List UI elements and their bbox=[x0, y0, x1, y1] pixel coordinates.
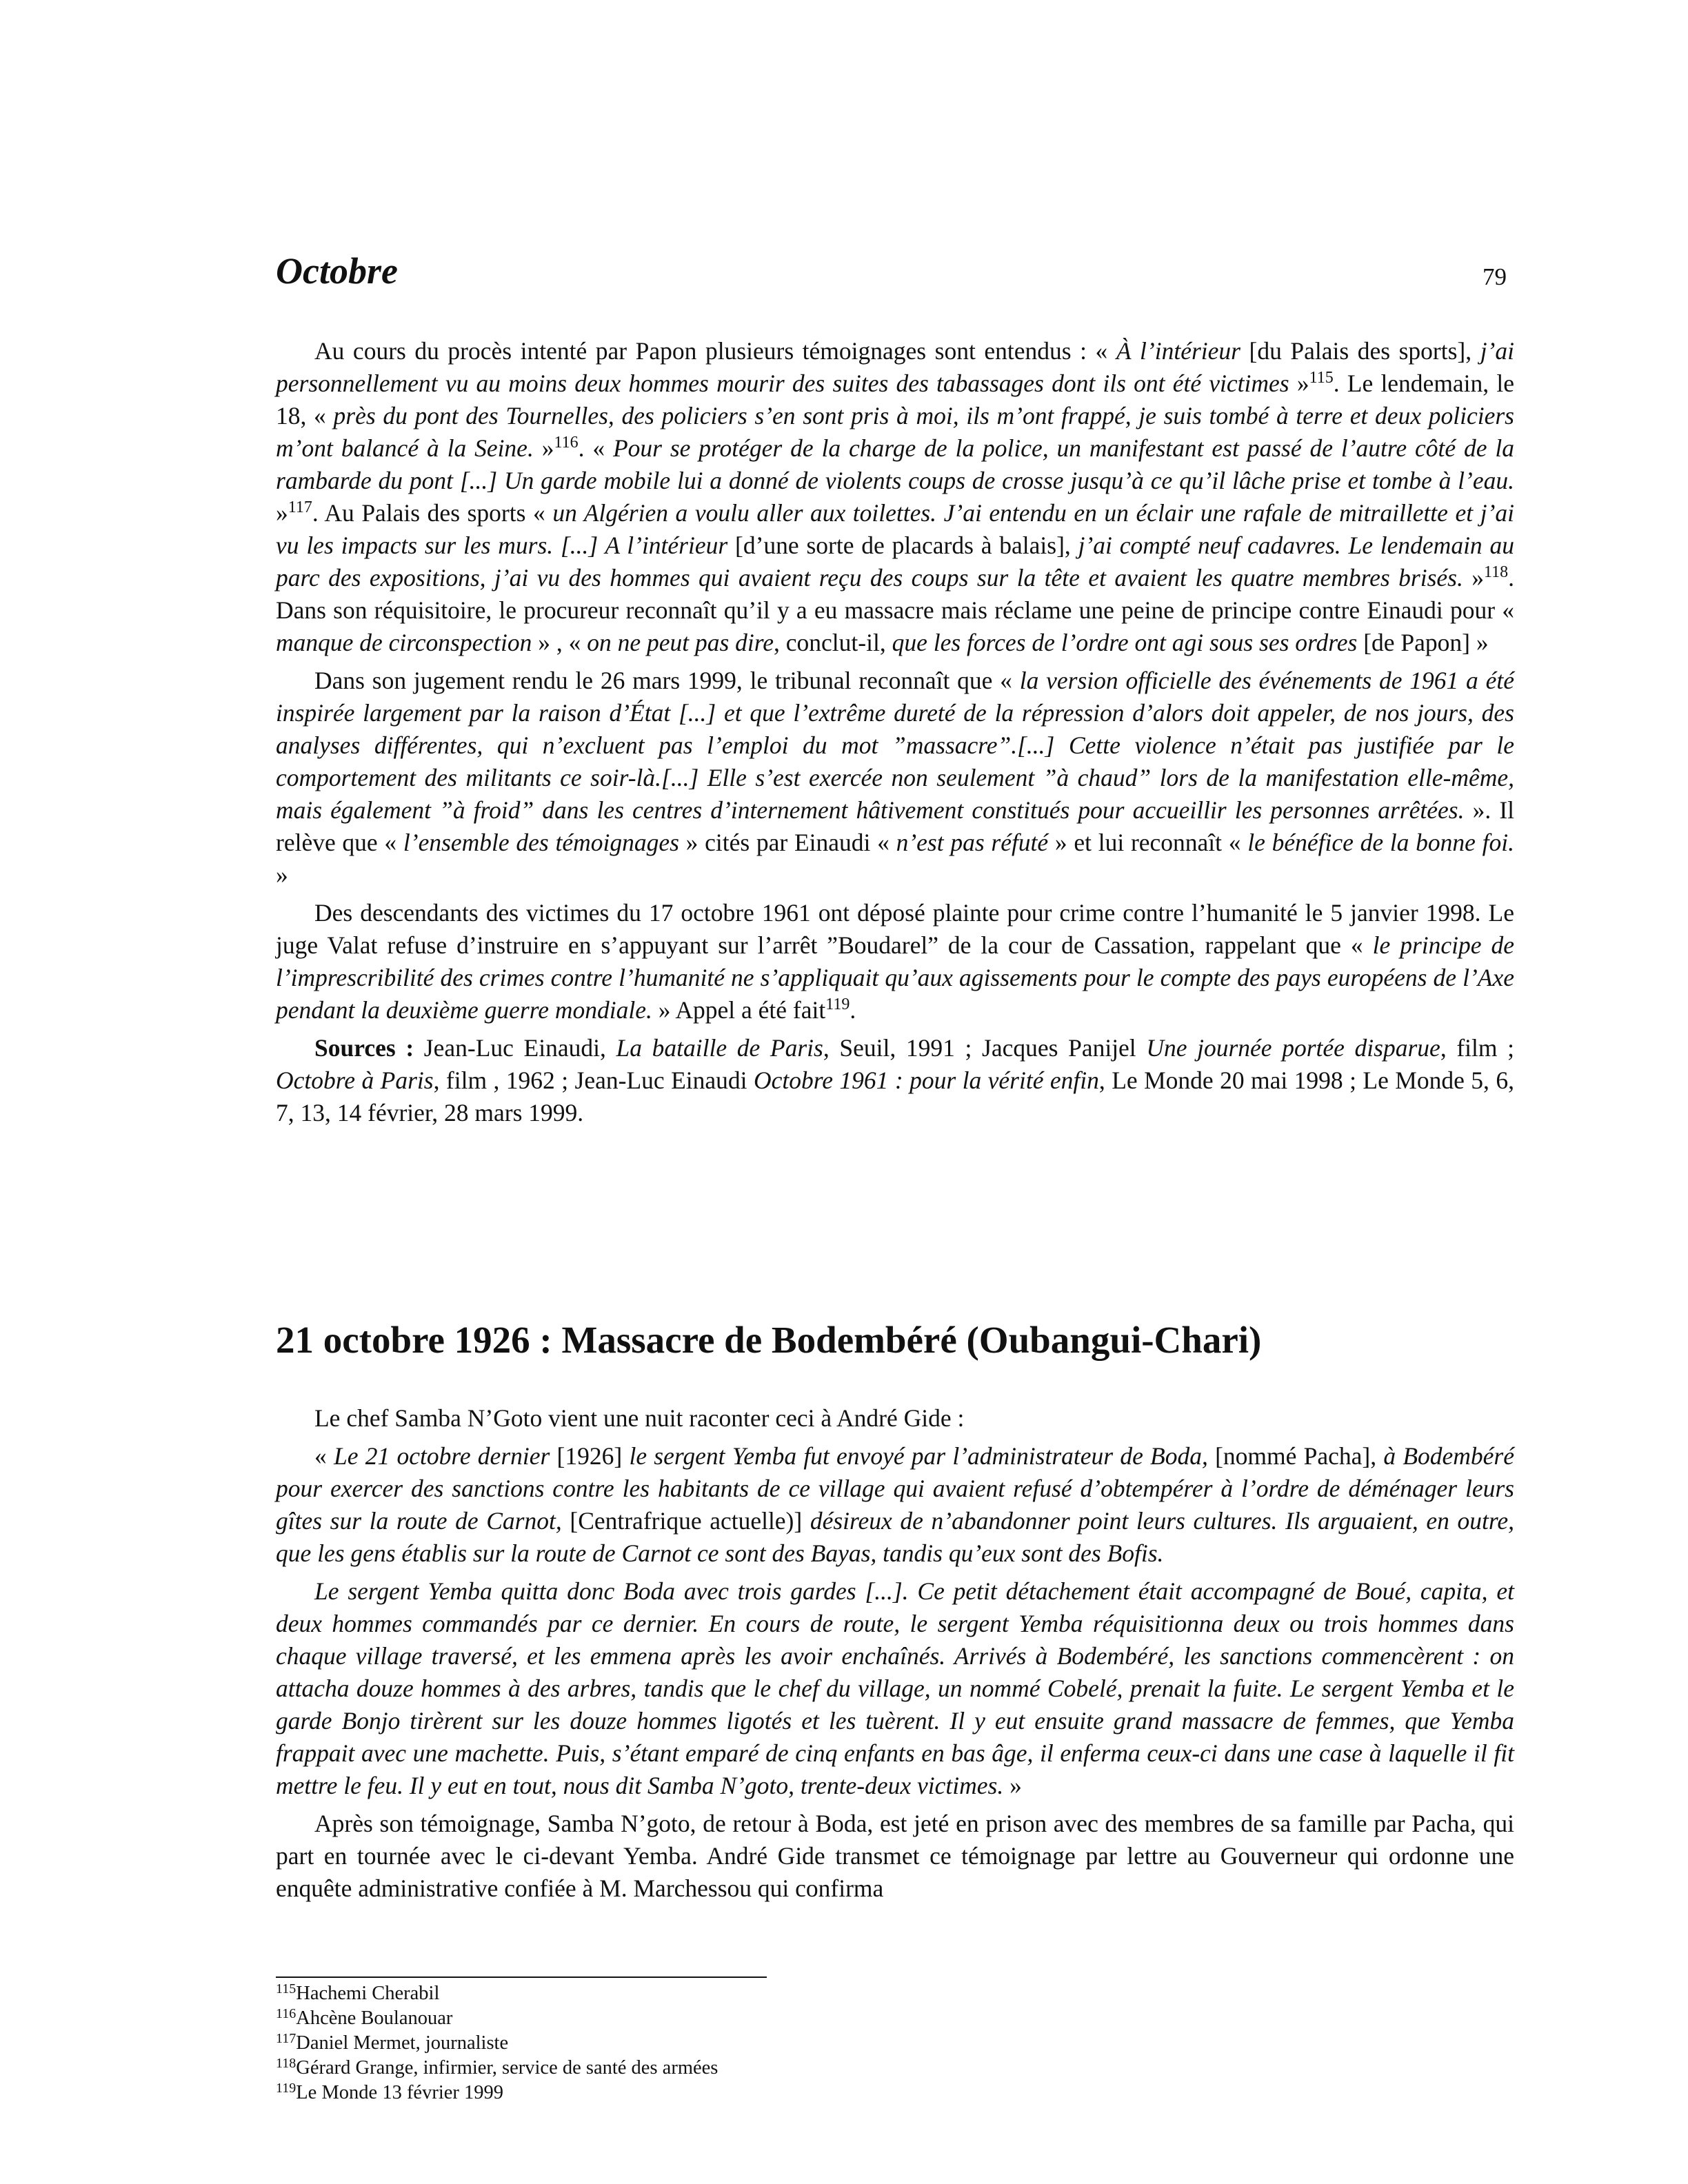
text-run: [Centrafrique actuelle)] bbox=[561, 1507, 810, 1535]
footnote-number: 116 bbox=[276, 2006, 297, 2021]
footnote-text: Ahcène Boulanouar bbox=[296, 2008, 453, 2029]
text-run: [du Palais des sports], bbox=[1240, 337, 1480, 365]
quote-italic: le bénéfice de la bonne foi. bbox=[1247, 829, 1514, 856]
quote-italic: n’est pas réfuté bbox=[896, 829, 1049, 856]
text-run: , conclut-il, bbox=[774, 629, 892, 656]
paragraph bbox=[276, 1575, 1514, 1802]
footnote-118 bbox=[276, 2056, 718, 2081]
text-run: » bbox=[276, 499, 288, 527]
text-run: [nommé Pacha], bbox=[1207, 1442, 1384, 1470]
quote-italic: le sergent Yemba fut envoyé par l’administrateur de Boda, bbox=[629, 1442, 1208, 1470]
text-run: » cités par Einaudi « bbox=[679, 829, 896, 856]
footnote-rule bbox=[276, 1976, 767, 1978]
text-run: , film ; bbox=[1440, 1034, 1515, 1062]
text-run: » bbox=[1003, 1772, 1022, 1799]
footnote-115 bbox=[276, 1981, 718, 2006]
footnote-117 bbox=[276, 2031, 718, 2056]
text-run: » bbox=[1289, 370, 1309, 397]
quote-italic: j’ai compté neuf cadavres. Le lendemain au parc des expositions, j’ai vu des hommes qui avaient reçu des coups sur la tête et avaient les quatre membres brisés. bbox=[276, 532, 1514, 592]
footnote-text: Gérard Grange, infirmier, service de santé des armées bbox=[296, 2057, 719, 2079]
footnote-ref: 117 bbox=[288, 498, 312, 516]
text-run: [d’une sorte de placards à balais], bbox=[727, 532, 1078, 559]
quote-italic: à Bodembéré pour exercer des sanctions contre les habitants de ce village qui avaient refusé d’obtempérer à l’ordre de déménager leurs gîtes sur la route de Carnot, bbox=[276, 1442, 1514, 1535]
paragraph bbox=[276, 897, 1514, 1027]
quote-italic: un Algérien a voulu aller aux toilettes. J’ai entendu en un éclair une rafale de mitraillette et j’ai vu les impacts sur les murs. [...] A l’intérieur bbox=[276, 499, 1514, 559]
quote-italic: Le 21 octobre dernier bbox=[333, 1442, 550, 1470]
footnote-number: 117 bbox=[276, 2031, 297, 2046]
footnote-number: 119 bbox=[276, 2081, 297, 2096]
footnote-number: 118 bbox=[276, 2056, 297, 2071]
section-heading: 21 octobre 1926 : Massacre de Bodembéré (Oubangui-Chari) bbox=[276, 1319, 1262, 1361]
footnote-text: Daniel Mermet, journaliste bbox=[296, 2032, 509, 2054]
quote-italic: le principe de l’imprescribilité des crimes contre l’humanité ne s’appliquait qu’aux agissements pour le compte des pays européens de l’Axe pendant la deuxième guerre mondiale. bbox=[276, 931, 1514, 1024]
paragraph: Le chef Samba N’Goto vient une nuit raconter ceci à André Gide : bbox=[314, 1404, 965, 1432]
source-title: Octobre à Paris bbox=[276, 1066, 434, 1094]
sources-label: Sources : bbox=[314, 1034, 414, 1062]
paragraph: Après son témoignage, Samba N’goto, de retour à Boda, est jeté en prison avec des membres de sa famille par Pacha, qui part en tournée avec le ci-devant Yemba. André Gide transmet ce témoignage par lettre au Gouverneur qui ordonne une enquête administrative confiée à M. Marchessou qui confirma bbox=[276, 1810, 1514, 1902]
text-run: Au cours du procès intenté par Papon plusieurs témoignages sont entendus : « bbox=[314, 337, 1116, 365]
quote-italic: Pour se protéger de la charge de la police, un manifestant est passé de l’autre côté de la rambarde du pont [...] Un garde mobile lui a donné de violents coups de crosse jusqu’à ce qu’il lâche prise et tombe à l’eau. bbox=[276, 434, 1515, 494]
quote-italic: que les forces de l’ordre ont agi sous ses ordres bbox=[892, 629, 1358, 656]
text-run: » bbox=[1463, 564, 1485, 592]
text-run: [de Papon] » bbox=[1357, 629, 1489, 656]
sources-paragraph bbox=[276, 1032, 1514, 1129]
text-run: » , « bbox=[532, 629, 587, 656]
quote-italic: l’ensemble des témoignages bbox=[403, 829, 679, 856]
footnote-text: Le Monde 13 février 1999 bbox=[296, 2082, 504, 2103]
text-run: . Dans son réquisitoire, le procureur reconnaît qu’il y a eu massacre mais réclame une peine de principe contre Einaudi pour « bbox=[276, 564, 1514, 624]
paragraph bbox=[276, 335, 1514, 659]
footnote-text: Hachemi Cherabil bbox=[296, 1983, 440, 2004]
quote-italic: près du pont des Tournelles, des policiers s’en sont pris à moi, ils m’ont frappé, je suis tombé à terre et deux policiers m’ont balancé à la Seine. bbox=[276, 402, 1514, 462]
footnote-number: 115 bbox=[276, 1981, 297, 1996]
footnote-116 bbox=[276, 2006, 718, 2031]
running-header-title: Octobre bbox=[276, 250, 398, 292]
text-run: , Le Monde 20 mai 1998 ; Le Monde 5, 6, 7, 13, 14 février, 28 mars 1999. bbox=[276, 1066, 1514, 1126]
footnote-ref: 116 bbox=[554, 434, 579, 452]
source-title: Octobre 1961 : pour la vérité enfin bbox=[753, 1066, 1099, 1094]
text-run: . Au Palais des sports « bbox=[312, 499, 553, 527]
quote-italic: la version officielle des événements de 1961 a été inspirée largement par la raison d’État [...] et que l’extrême dureté de la répression d’alors doit appeler, de nos jours, des analyses différentes, qui n’excluent pas l’emploi du mot ”massacre”.[...] Cette violence n’était pas justifiée par le comportement des militants ce soir-là.[...] Elle s’est exercée non seulement ”à chaud” lors de la manifestation elle-même, mais également ”à froid” dans les centres d’internement hâtivement constitués pour accueillir les personnes arrêtées. bbox=[276, 667, 1514, 824]
quote-italic: Le sergent Yemba quitta donc Boda avec trois gardes [...]. Ce petit détachement était accompagné de Boué, capita, et deux hommes commandés par ce dernier. En cours de route, le sergent Yemba réquisitionna deux ou trois hommes dans chaque village traversé, et les emmena après les avoir enchaînés. Arrivés à Bodembéré, les sanctions commencèrent : on attacha douze hommes à des arbres, tandis que le chef du village, un nommé Cobelé, prenait la fuite. Le sergent Yemba et le garde Bonjo tirèrent sur les douze hommes ligotés et les tuèrent. Il y eut ensuite grand massacre de femmes, que Yemba frappait avec une machette. Puis, s’étant emparé de cinq enfants en bas âge, il enferma ceux-ci dans une case à laquelle il fit mettre le feu. Il y eut en tout, nous dit Samba N’goto, trente-deux victimes. bbox=[276, 1577, 1514, 1799]
footnote-ref: 119 bbox=[825, 995, 850, 1013]
text-run: , film , 1962 ; Jean-Luc Einaudi bbox=[433, 1066, 754, 1094]
source-title: La bataille de Paris bbox=[616, 1034, 823, 1062]
quote-italic: j’ai personnellement vu au moins deux hommes mourir des suites des tabassages dont ils ont été victimes bbox=[276, 337, 1514, 397]
text-run: Dans son jugement rendu le 26 mars 1999, le tribunal reconnaît que « bbox=[314, 667, 1020, 694]
footnotes bbox=[276, 1981, 718, 2105]
source-title: Une journée portée disparue bbox=[1146, 1034, 1440, 1062]
section-bodembere-body bbox=[276, 1402, 1514, 1910]
text-run: Jean-Luc Einaudi, bbox=[414, 1034, 616, 1062]
text-run: [1926] bbox=[550, 1442, 630, 1470]
text-run: « bbox=[314, 1442, 334, 1470]
text-run: ». Il relève que « bbox=[276, 796, 1514, 856]
text-run: » bbox=[533, 434, 554, 462]
paragraph bbox=[276, 665, 1514, 891]
footnote-119 bbox=[276, 2081, 718, 2105]
section-octobre-body bbox=[276, 335, 1514, 1135]
text-run: . bbox=[850, 996, 856, 1024]
footnote-ref: 115 bbox=[1309, 369, 1334, 387]
text-run: , Seuil, 1991 ; Jacques Panijel bbox=[823, 1034, 1147, 1062]
text-run: . « bbox=[578, 434, 613, 462]
text-run: » et lui reconnaît « bbox=[1048, 829, 1248, 856]
quote-italic: manque de circonspection bbox=[276, 629, 532, 656]
text-run: . Le lendemain, le 18, « bbox=[276, 370, 1515, 429]
page-number: 79 bbox=[1483, 263, 1507, 290]
text-run: » Appel a été fait bbox=[652, 996, 826, 1024]
footnote-ref: 118 bbox=[1484, 563, 1509, 581]
text-run: Des descendants des victimes du 17 octobre 1961 ont déposé plainte pour crime contre l’humanité le 5 janvier 1998. Le juge Valat refuse d’instruire en s’appuyant sur l’arrêt ”Boudarel” de la cour de Cassation, rappelant que « bbox=[276, 899, 1514, 959]
text-run: » bbox=[276, 861, 288, 889]
quote-italic: désireux de n’abandonner point leurs cultures. Ils arguaient, en outre, que les gens établis sur la route de Carnot ce sont des Bayas, tandis qu’eux sont des Bofis. bbox=[276, 1507, 1514, 1567]
quote-italic: on ne peut pas dire bbox=[587, 629, 774, 656]
paragraph bbox=[276, 1440, 1514, 1570]
quote-italic: À l’intérieur bbox=[1116, 337, 1240, 365]
